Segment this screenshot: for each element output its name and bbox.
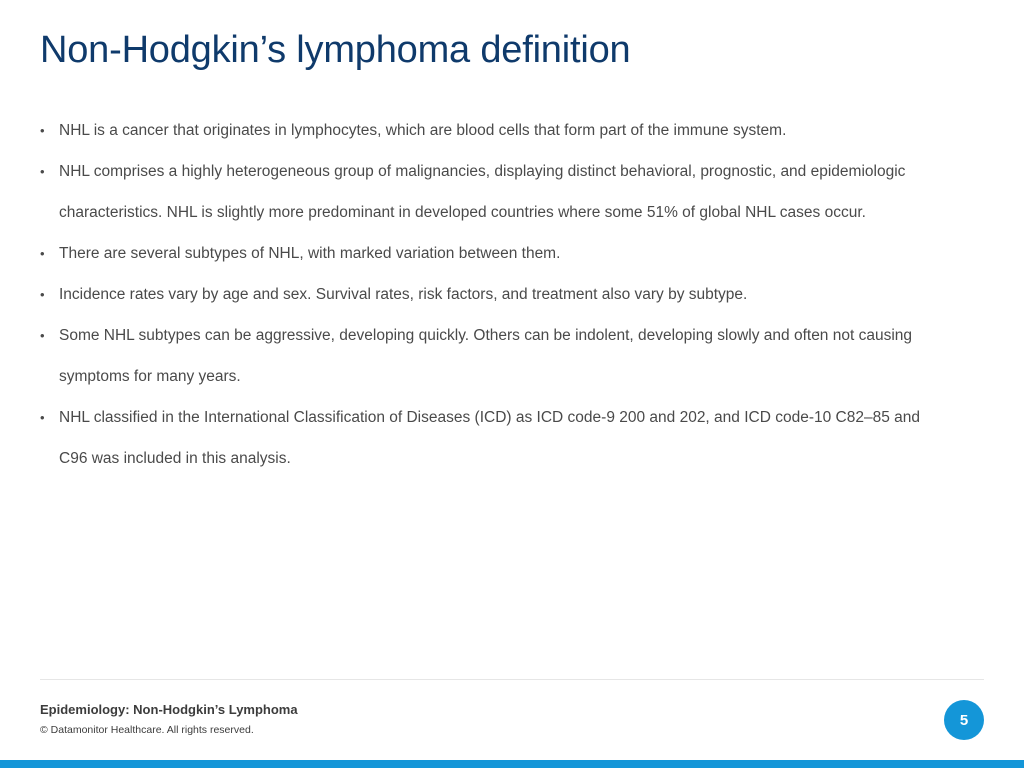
bottom-accent-bar <box>0 760 1024 768</box>
bullet-dot-icon: • <box>40 246 45 261</box>
bullet-list <box>40 110 940 479</box>
bullet-dot-icon: • <box>40 328 45 343</box>
bullet-item <box>40 397 940 479</box>
bullet-text: Incidence rates vary by age and sex. Survival rates, risk factors, and treatment also vary by subtype. <box>59 286 748 303</box>
footer-copyright: © Datamonitor Healthcare. All rights reserved. <box>40 724 254 736</box>
bullet-dot-icon: • <box>40 164 45 179</box>
bullet-dot-icon: • <box>40 287 45 302</box>
bullet-text: There are several subtypes of NHL, with marked variation between them. <box>59 245 561 262</box>
bullet-item <box>40 274 940 315</box>
bullet-item <box>40 151 940 233</box>
page-number: 5 <box>959 711 969 729</box>
footer-divider <box>40 679 984 680</box>
footer-title: Epidemiology: Non-Hodgkin’s Lymphoma <box>40 702 298 717</box>
bullet-text: NHL comprises a highly heterogeneous group of malignancies, displaying distinct behavioral, prognostic, and epidemiologic characteristics. NHL is slightly more predominant in developed countries where some 51% of global NHL cases occur. <box>59 163 906 221</box>
bullet-item <box>40 315 940 397</box>
bullet-dot-icon: • <box>40 410 45 425</box>
bullet-text: NHL is a cancer that originates in lymphocytes, which are blood cells that form part of the immune system. <box>59 122 787 139</box>
page-number-badge <box>944 700 984 740</box>
slide-title: Non-Hodgkin’s lymphoma definition <box>40 29 631 71</box>
bullet-dot-icon: • <box>40 123 45 138</box>
bullet-text: NHL classified in the International Classification of Diseases (ICD) as ICD code-9 200 and 202, and ICD code-10 C82–85 and C96 was included in this analysis. <box>59 409 920 467</box>
bullet-text: Some NHL subtypes can be aggressive, developing quickly. Others can be indolent, developing slowly and often not causing symptoms for many years. <box>59 327 913 385</box>
bullet-item <box>40 233 940 274</box>
bullet-item <box>40 110 940 151</box>
